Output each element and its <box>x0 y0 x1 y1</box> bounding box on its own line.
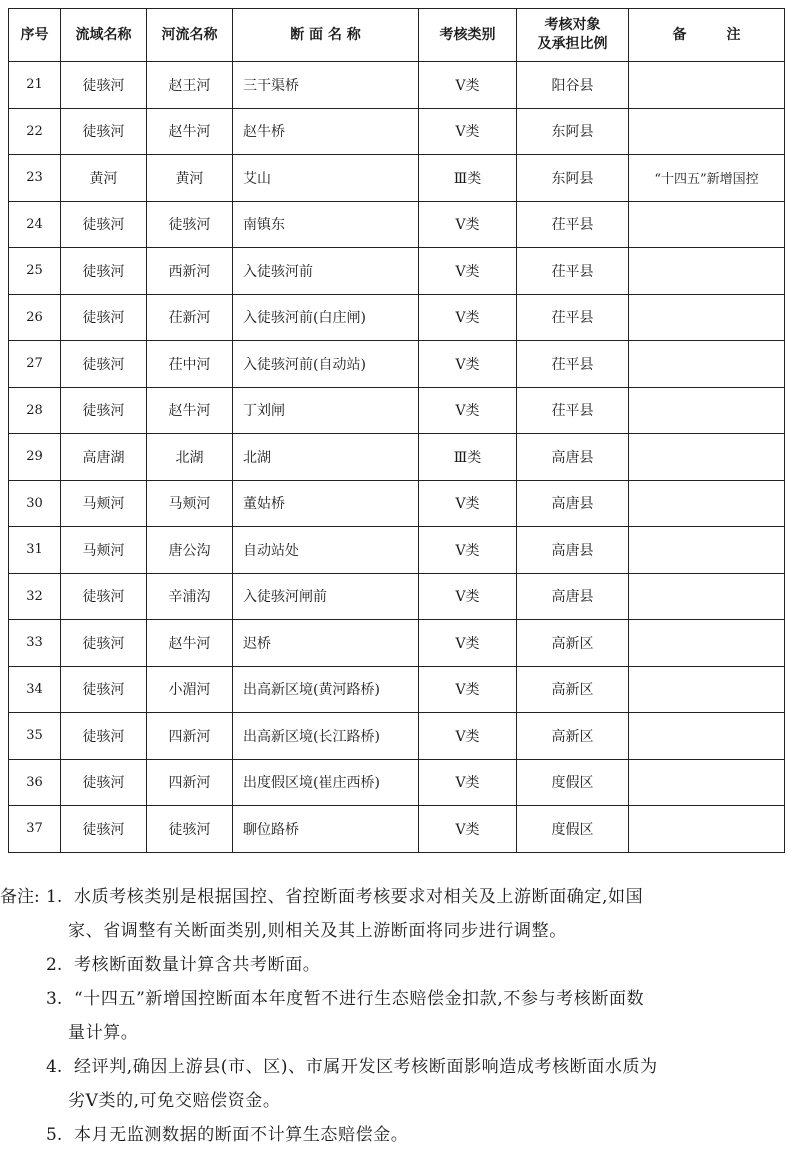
cell-note <box>629 201 785 248</box>
cell-target: 度假区 <box>517 806 629 853</box>
table-row <box>9 341 785 388</box>
cell-target: 高唐县 <box>517 527 629 574</box>
cell-river: 小湄河 <box>147 666 233 713</box>
cell-basin: 徒骇河 <box>61 806 147 853</box>
note-number: 4. <box>46 1057 63 1077</box>
cell-basin: 马颊河 <box>61 527 147 574</box>
cell-target: 茌平县 <box>517 248 629 295</box>
note-text: “十四五”新增国控断面本年度暂不进行生态赔偿金扣款,不参与考核断面数 <box>74 989 645 1009</box>
cell-target: 茌平县 <box>517 294 629 341</box>
cell-river: 赵牛河 <box>147 387 233 434</box>
note-number: 3. <box>46 989 63 1009</box>
header-seq: 序号 <box>9 9 61 62</box>
note-text-continued: 家、省调整有关断面类别,则相关及其上游断面将同步进行调整。 <box>68 921 567 941</box>
cell-category: Ⅴ类 <box>419 341 517 388</box>
note-text: 本月无监测数据的断面不计算生态赔偿金。 <box>74 1125 409 1145</box>
cell-section: 聊位路桥 <box>233 806 419 853</box>
cell-category: Ⅴ类 <box>419 62 517 109</box>
cell-basin: 徒骇河 <box>61 573 147 620</box>
cell-category: Ⅲ类 <box>419 155 517 202</box>
cell-seq: 32 <box>9 573 61 620</box>
note-line <box>0 880 796 914</box>
table-row <box>9 759 785 806</box>
cell-note <box>629 248 785 295</box>
cell-basin: 高唐湖 <box>61 434 147 481</box>
cell-basin: 徒骇河 <box>61 759 147 806</box>
cell-section: 迟桥 <box>233 620 419 667</box>
cell-river: 黄河 <box>147 155 233 202</box>
table-row <box>9 62 785 109</box>
table-row <box>9 155 785 202</box>
table-row <box>9 294 785 341</box>
cell-note <box>629 666 785 713</box>
cell-target: 度假区 <box>517 759 629 806</box>
cell-seq: 29 <box>9 434 61 481</box>
cell-category: Ⅴ类 <box>419 108 517 155</box>
cell-note <box>629 108 785 155</box>
cell-seq: 37 <box>9 806 61 853</box>
cell-section: 入徒骇河闸前 <box>233 573 419 620</box>
cell-category: Ⅴ类 <box>419 666 517 713</box>
cell-note <box>629 387 785 434</box>
cell-river: 四新河 <box>147 759 233 806</box>
header-target-line1: 考核对象 <box>544 17 601 33</box>
cell-target: 阳谷县 <box>517 62 629 109</box>
note-line <box>0 1118 796 1152</box>
footnotes <box>0 880 796 1152</box>
note-text: 考核断面数量计算含共考断面。 <box>74 955 321 975</box>
cell-section: 入徒骇河前(白庄闸) <box>233 294 419 341</box>
cell-seq: 27 <box>9 341 61 388</box>
assessment-sections-table <box>8 8 785 853</box>
cell-section: 自动站处 <box>233 527 419 574</box>
cell-seq: 25 <box>9 248 61 295</box>
cell-note <box>629 713 785 760</box>
note-line <box>0 914 796 948</box>
cell-seq: 28 <box>9 387 61 434</box>
cell-seq: 24 <box>9 201 61 248</box>
table-row <box>9 806 785 853</box>
cell-section: 董姑桥 <box>233 480 419 527</box>
cell-note <box>629 573 785 620</box>
cell-basin: 黄河 <box>61 155 147 202</box>
cell-basin: 徒骇河 <box>61 666 147 713</box>
table-body <box>9 62 785 853</box>
cell-river: 辛浦沟 <box>147 573 233 620</box>
cell-note: “十四五”新增国控 <box>629 155 785 202</box>
cell-seq: 35 <box>9 713 61 760</box>
cell-section: 出高新区境(长江路桥) <box>233 713 419 760</box>
note-number: 2. <box>46 955 63 975</box>
cell-basin: 徒骇河 <box>61 713 147 760</box>
cell-note <box>629 294 785 341</box>
header-target-line2: 及承担比例 <box>537 36 608 52</box>
cell-seq: 21 <box>9 62 61 109</box>
table-header-row <box>9 9 785 62</box>
header-river: 河流名称 <box>147 9 233 62</box>
note-number: 5. <box>46 1125 63 1145</box>
note-text: 水质考核类别是根据国控、省控断面考核要求对相关及上游断面确定,如国 <box>74 887 644 907</box>
cell-target: 茌平县 <box>517 341 629 388</box>
notes-prefix: 备注: <box>0 887 40 907</box>
cell-category: Ⅴ类 <box>419 573 517 620</box>
note-line <box>0 982 796 1016</box>
note-text-continued: 量计算。 <box>68 1023 139 1043</box>
header-basin: 流域名称 <box>61 9 147 62</box>
cell-seq: 31 <box>9 527 61 574</box>
note-text: 经评判,确因上游县(市、区)、市属开发区考核断面影响造成考核断面水质为 <box>74 1057 658 1077</box>
cell-category: Ⅴ类 <box>419 387 517 434</box>
cell-seq: 36 <box>9 759 61 806</box>
table-row <box>9 248 785 295</box>
cell-basin: 徒骇河 <box>61 294 147 341</box>
cell-note <box>629 480 785 527</box>
table-row <box>9 713 785 760</box>
cell-basin: 徒骇河 <box>61 201 147 248</box>
cell-river: 四新河 <box>147 713 233 760</box>
cell-river: 徒骇河 <box>147 201 233 248</box>
cell-section: 出高新区境(黄河路桥) <box>233 666 419 713</box>
cell-note <box>629 620 785 667</box>
table-row <box>9 387 785 434</box>
cell-section: 入徒骇河前(自动站) <box>233 341 419 388</box>
cell-category: Ⅴ类 <box>419 527 517 574</box>
cell-section: 丁刘闸 <box>233 387 419 434</box>
cell-category: Ⅴ类 <box>419 201 517 248</box>
header-category: 考核类别 <box>419 9 517 62</box>
cell-category: Ⅴ类 <box>419 620 517 667</box>
cell-section: 艾山 <box>233 155 419 202</box>
cell-river: 北湖 <box>147 434 233 481</box>
cell-river: 茌新河 <box>147 294 233 341</box>
cell-river: 马颊河 <box>147 480 233 527</box>
cell-seq: 33 <box>9 620 61 667</box>
cell-target: 高唐县 <box>517 434 629 481</box>
table-row <box>9 573 785 620</box>
cell-target: 高新区 <box>517 620 629 667</box>
cell-note <box>629 759 785 806</box>
note-number: 1. <box>46 887 63 907</box>
cell-river: 赵王河 <box>147 62 233 109</box>
note-line <box>0 948 796 982</box>
table-row <box>9 480 785 527</box>
table-row <box>9 666 785 713</box>
cell-section: 出度假区境(崔庄西桥) <box>233 759 419 806</box>
cell-category: Ⅴ类 <box>419 248 517 295</box>
cell-seq: 23 <box>9 155 61 202</box>
note-line <box>0 1016 796 1050</box>
header-note-label: 备注 <box>672 26 781 43</box>
cell-seq: 26 <box>9 294 61 341</box>
header-note <box>629 9 785 62</box>
cell-note <box>629 434 785 481</box>
cell-basin: 徒骇河 <box>61 62 147 109</box>
cell-target: 茌平县 <box>517 387 629 434</box>
cell-river: 赵牛河 <box>147 620 233 667</box>
note-line <box>0 1084 796 1118</box>
cell-section: 三干渠桥 <box>233 62 419 109</box>
table-row <box>9 201 785 248</box>
cell-category: Ⅴ类 <box>419 806 517 853</box>
header-section: 断 面 名 称 <box>233 9 419 62</box>
cell-target: 茌平县 <box>517 201 629 248</box>
cell-note <box>629 62 785 109</box>
cell-basin: 徒骇河 <box>61 620 147 667</box>
cell-note <box>629 527 785 574</box>
cell-note <box>629 806 785 853</box>
cell-category: Ⅴ类 <box>419 294 517 341</box>
cell-target: 东阿县 <box>517 108 629 155</box>
cell-section: 北湖 <box>233 434 419 481</box>
table-row <box>9 108 785 155</box>
note-text-continued: 劣Ⅴ类的,可免交赔偿资金。 <box>68 1091 281 1111</box>
cell-basin: 马颊河 <box>61 480 147 527</box>
cell-category: Ⅴ类 <box>419 713 517 760</box>
cell-target: 高唐县 <box>517 573 629 620</box>
cell-basin: 徒骇河 <box>61 108 147 155</box>
cell-seq: 34 <box>9 666 61 713</box>
cell-target: 高唐县 <box>517 480 629 527</box>
cell-note <box>629 341 785 388</box>
cell-category: Ⅲ类 <box>419 434 517 481</box>
cell-target: 东阿县 <box>517 155 629 202</box>
header-target <box>517 9 629 62</box>
note-line <box>0 1050 796 1084</box>
cell-category: Ⅴ类 <box>419 480 517 527</box>
cell-seq: 30 <box>9 480 61 527</box>
cell-category: Ⅴ类 <box>419 759 517 806</box>
cell-river: 徒骇河 <box>147 806 233 853</box>
cell-river: 赵牛河 <box>147 108 233 155</box>
table-row <box>9 434 785 481</box>
cell-river: 茌中河 <box>147 341 233 388</box>
cell-basin: 徒骇河 <box>61 248 147 295</box>
cell-river: 西新河 <box>147 248 233 295</box>
cell-river: 唐公沟 <box>147 527 233 574</box>
cell-target: 高新区 <box>517 713 629 760</box>
table-row <box>9 527 785 574</box>
cell-section: 南镇东 <box>233 201 419 248</box>
table-row <box>9 620 785 667</box>
cell-section: 赵牛桥 <box>233 108 419 155</box>
cell-seq: 22 <box>9 108 61 155</box>
cell-basin: 徒骇河 <box>61 341 147 388</box>
cell-target: 高新区 <box>517 666 629 713</box>
cell-section: 入徒骇河前 <box>233 248 419 295</box>
cell-basin: 徒骇河 <box>61 387 147 434</box>
